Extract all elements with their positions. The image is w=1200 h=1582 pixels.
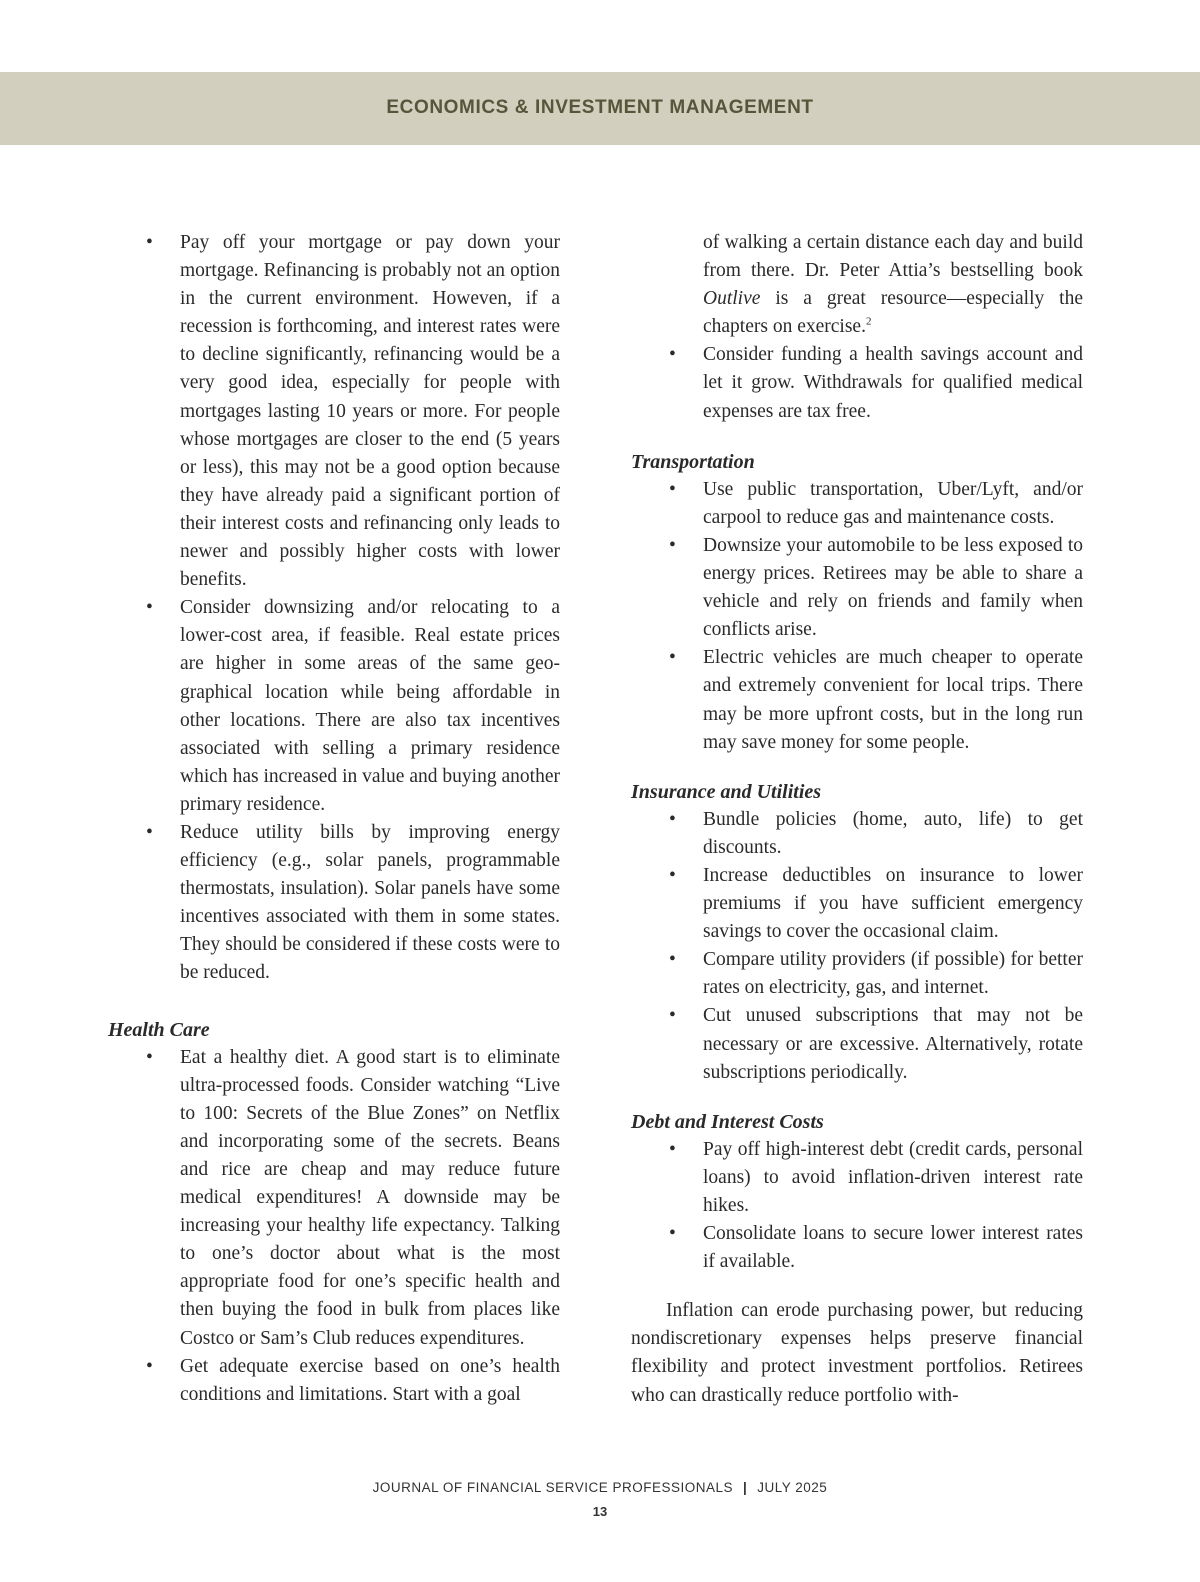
book-title-outlive: Outlive: [703, 288, 761, 310]
journal-name: JOURNAL OF FINANCIAL SERVICE PROFESSIONALS: [372, 1480, 733, 1495]
page-number: 13: [592, 1504, 608, 1519]
health-care-bullet-list-continued: [631, 341, 1083, 425]
footnote-ref: 2: [865, 315, 872, 328]
bullet-downsizing: • Consider downsizing and/or relocating to a lower-cost area, if feasible. Real estate prices are higher in some areas of the same geographical location while being affordable in other locations. There are also tax incentives associated with selling a primary residence which has increased in value and buying another primary residence.: [108, 594, 560, 819]
bullet-mortgage: • Pay off your mortgage or pay down your mortgage. Refinancing is probably not an option in the current environment. Howeven, if a recession is forthcoming, and interest rates were to decline significantly, refinancing would be a very good idea, especially for people with mortgages lasting 10 years or more. For people whose mortgages are closer to the end (5 years or less), this may not be a good option because they have already paid a significant portion of their interest costs and refinancing only leads to newer and possibly higher costs with lower benefits.: [108, 229, 560, 594]
debt-interest-heading: Debt and Interest Costs: [631, 1110, 824, 1133]
bullet-utility-bills: • Reduce utility bills by improving energy efficiency (e.g., solar panels, programmable thermostats, insulation). Solar panels have some incentives associated with them in some states. They should be considered if these costs were to be reduced.: [108, 819, 560, 988]
footer-separator: |: [742, 1480, 748, 1495]
bullet-consolidate-loans: • Consolidate loans to secure lower interest rates if available.: [631, 1220, 1083, 1276]
bullet-exercise: • Get adequate exercise based on one’s health conditions and limitations. Start with a goal: [108, 1353, 560, 1409]
exercise-bullet-continued: of walking a certain distance each day and build from there. Dr. Peter Attia’s bestselling book Outlive is a great resource—especially the chapters on exercise.$^2$: [703, 232, 1084, 338]
housing-bullet-list: [108, 229, 560, 988]
right-column: [631, 229, 1083, 1410]
bullet-public-transportation: • Use public transportation, Uber/Lyft, and/or carpool to reduce gas and maintenance costs.: [631, 476, 1083, 532]
bullet-cut-subscriptions: • Cut unused subscriptions that may not be necessary or are excessive. Alternatively, rotate subscriptions periodically.: [631, 1002, 1083, 1086]
insurance-utilities-heading: Insurance and Utilities: [631, 780, 822, 803]
bullet-electric-vehicles: • Electric vehicles are much cheaper to operate and extremely convenient for local trips. There may be more upfront costs, but in the long run may save money for some people.: [631, 644, 1083, 756]
issue-date: JULY 2025: [757, 1480, 828, 1495]
closing-paragraph: Inflation can erode purchasing power, but reducing nondiscretionary expenses helps preserve financial flexibility and protect investment portfolios. Retirees who can drastically reduce portfolio with-: [631, 1300, 1083, 1406]
debt-bullet-list: [631, 1136, 1083, 1276]
transportation-bullet-list: [631, 476, 1083, 757]
health-care-bullet-list: [108, 1044, 560, 1409]
bullet-health-savings-account: • Consider funding a health savings account and let it grow. Withdrawals for qualified medical expenses are tax free.: [631, 341, 1083, 425]
insurance-bullet-list: [631, 806, 1083, 1087]
section-header-band: [0, 72, 1200, 145]
transportation-heading: Transportation: [631, 450, 755, 473]
bullet-pay-off-debt: • Pay off high-interest debt (credit cards, personal loans) to avoid inflation-driven interest rate hikes.: [631, 1136, 1083, 1220]
footer-running-title: [0, 1480, 1200, 1495]
health-care-heading: Health Care: [108, 1018, 210, 1041]
bullet-increase-deductibles: • Increase deductibles on insurance to lower premiums if you have sufficient emergency savings to cover the occasional claim.: [631, 862, 1083, 946]
bullet-compare-utility-providers: • Compare utility providers (if possible) for better rates on electricity, gas, and internet.: [631, 946, 1083, 1002]
left-column: [108, 229, 560, 1409]
bullet-healthy-diet: • Eat a healthy diet. A good start is to eliminate ultra-processed foods. Consider watching “Live to 100: Secrets of the Blue Zones” on Netflix and incorporating some of the secrets. Beans and rice are cheap and may reduce future medical expenditures! A downside may be increasing your healthy life expectancy. Talking to one’s doctor about what is the most appropriate food for one’s specific health and then buying the food in bulk from places like Costco or Sam’s Club reduces expenditures.: [108, 1044, 560, 1353]
bullet-downsize-automobile: • Downsize your automobile to be less exposed to energy prices. Retirees may be able to share a vehicle and rely on friends and family when conflicts arise.: [631, 532, 1083, 644]
bullet-bundle-policies: • Bundle policies (home, auto, life) to get discounts.: [631, 806, 1083, 862]
section-title: ECONOMICS & INVESTMENT MANAGEMENT: [386, 96, 814, 118]
